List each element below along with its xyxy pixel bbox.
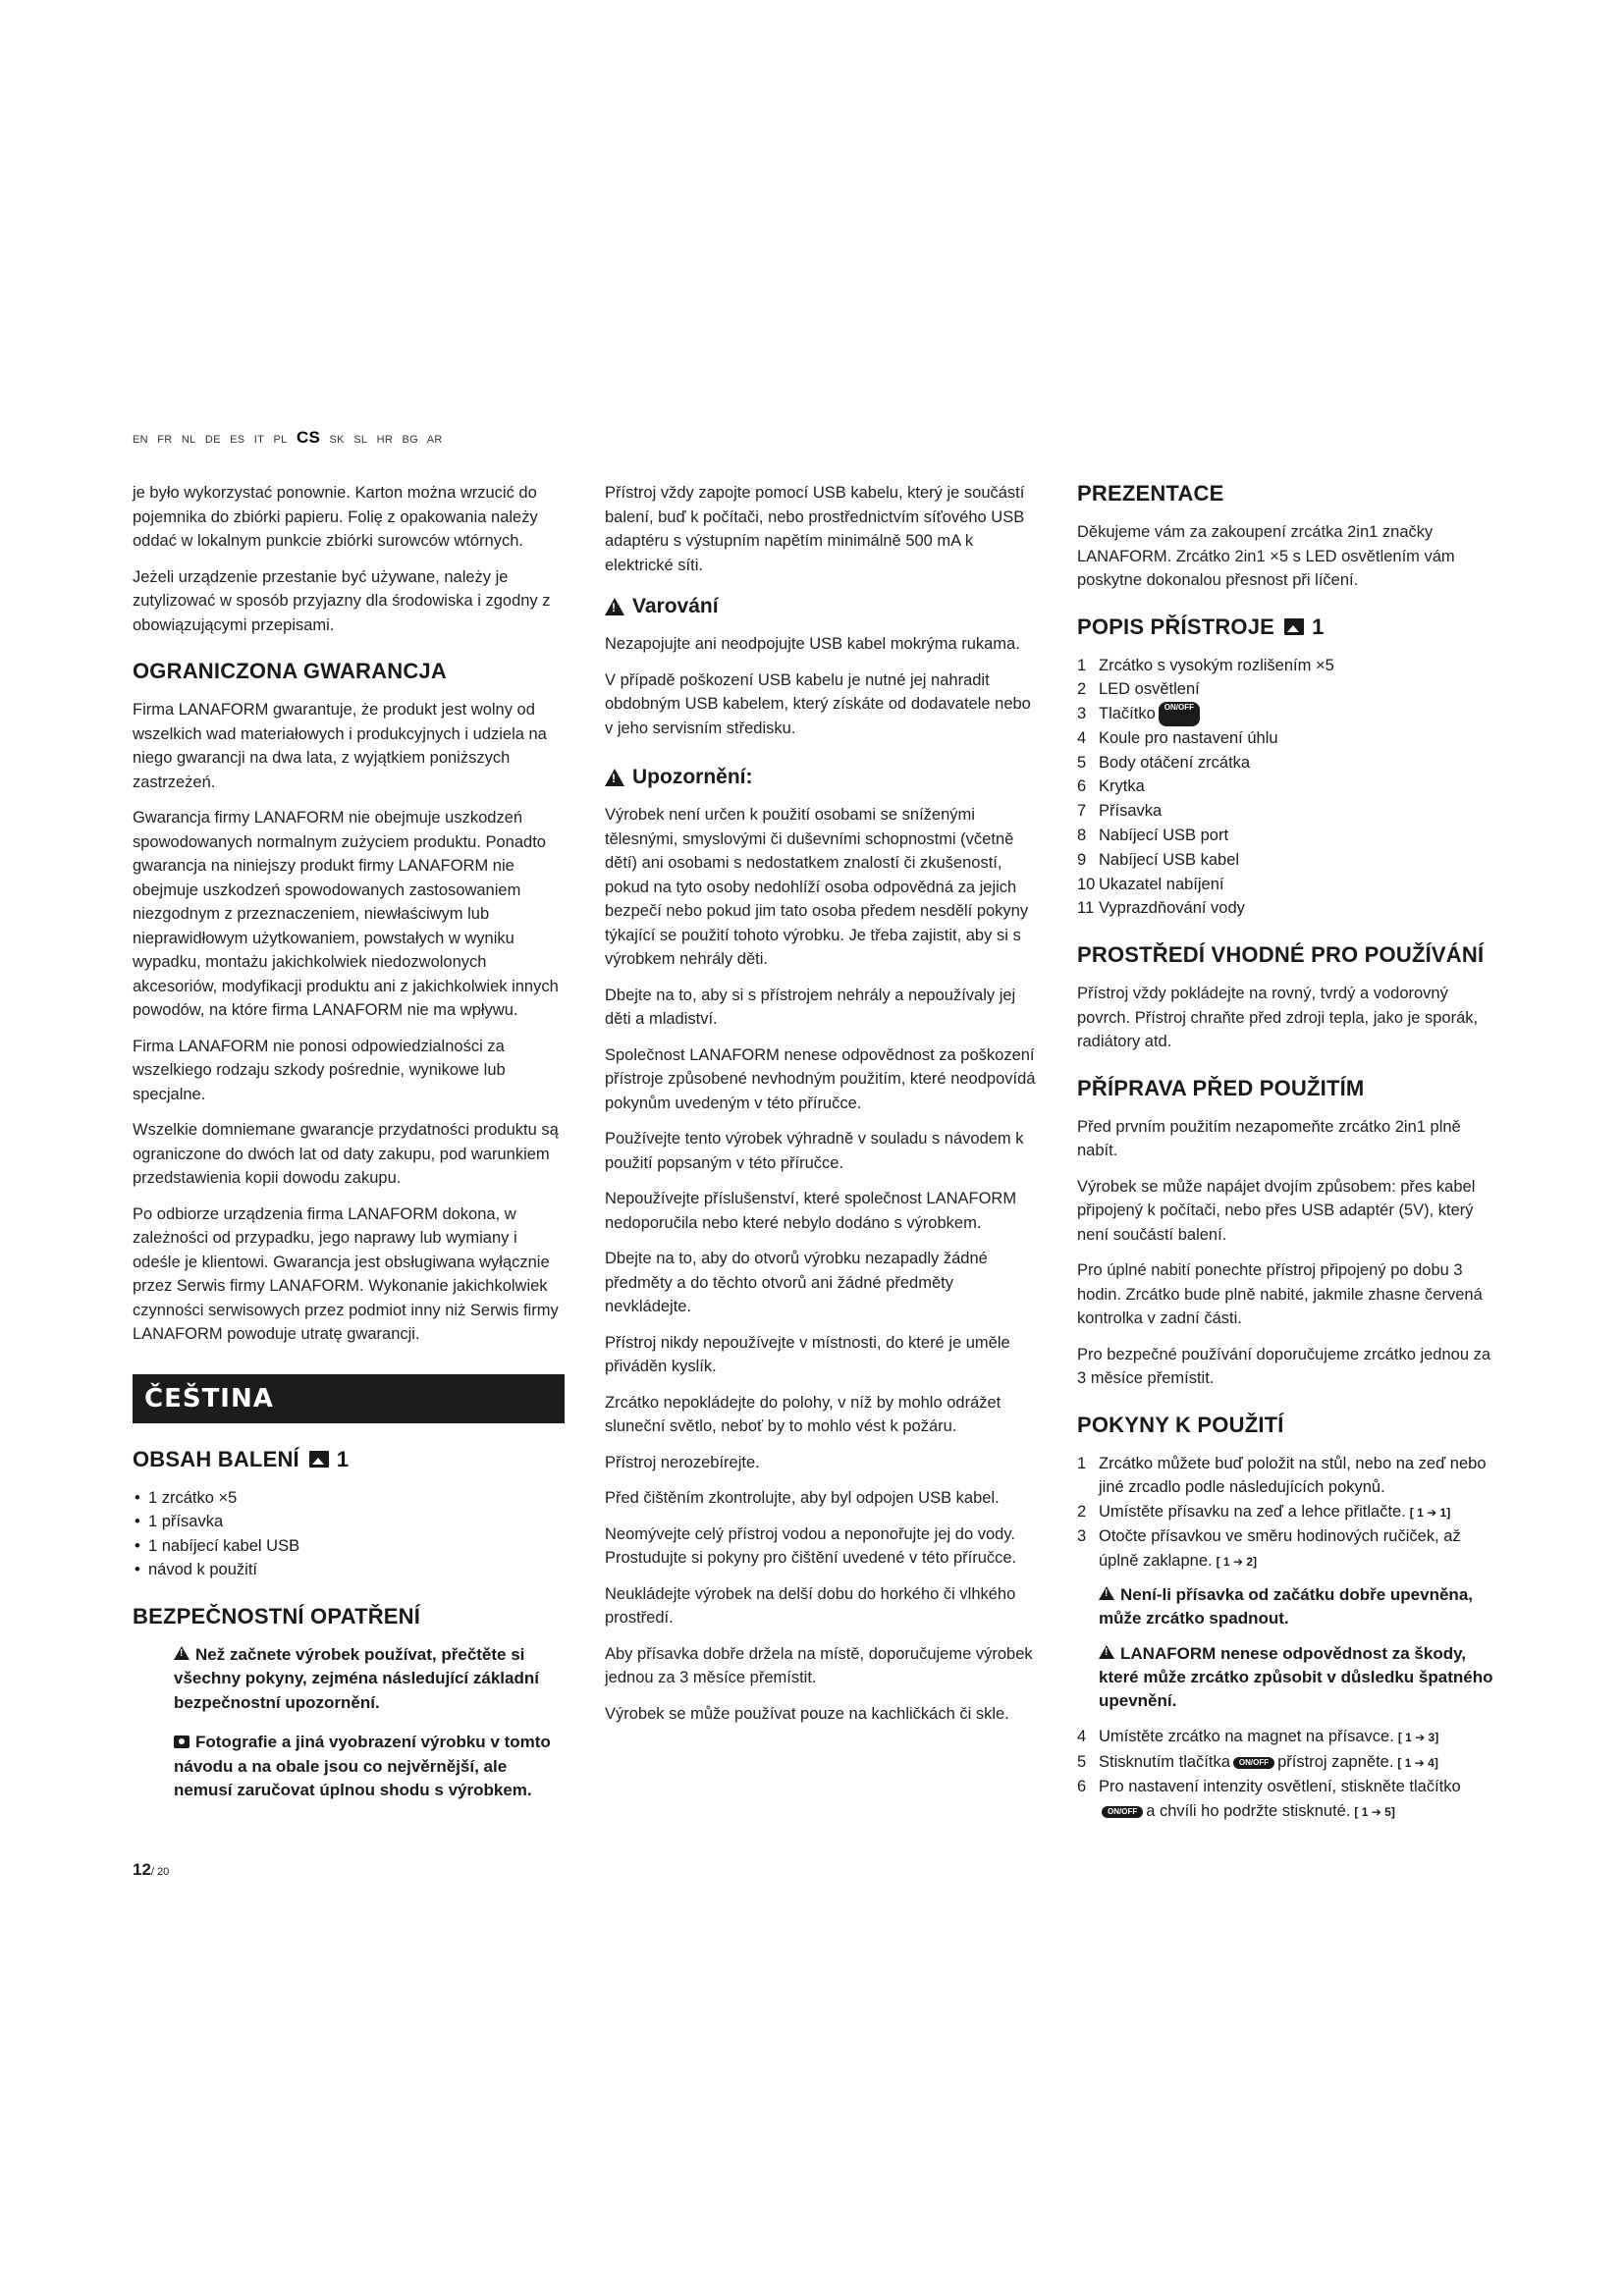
list-item: • 1 přísavka [133,1510,565,1534]
list-item: • návod k použití [133,1558,565,1582]
paragraph: Výrobek se může používat pouze na kachličkách či skle. [605,1704,1009,1723]
heading-preparation: PŘÍPRAVA PŘED POUŽITÍM [1077,1075,1365,1100]
language-banner [133,1374,565,1423]
heading-description-text: POPIS PŘÍSTROJE [1077,614,1275,639]
safety-photo-text: Fotografie a jiná vyobrazení výrobku v tomto návodu a na obale jsou co nejvěrnější, ale nemusí zaručovat úplnou shodu s výrobkem. [174,1733,551,1799]
paragraph: Firma LANAFORM gwarantuje, że produkt jest wolny od wszelkich wad materiałowych i produkcyjnych i udziela na niego gwarancji na dwa lata, z wyjątkiem poniższych zastrzeżeń. [133,701,547,791]
paragraph: Firma LANAFORM nie ponosi odpowiedzialności za wszelkiego rodzaju szkody pośrednie, wynikowe lub specjalne. [133,1037,506,1103]
warning-icon [1099,1645,1114,1659]
lang-fr: FR [157,434,173,446]
lang-ar: AR [426,434,443,446]
paragraph: Přístroj vždy pokládejte na rovný, tvrdý a vodorovný povrch. Přístroj chraňte před zdroji tepla, jako je sporák, radiátory atd. [1077,985,1479,1051]
lang-cs-active: CS [296,428,321,447]
list-item: 5 Body otáčení zrcátka [1077,753,1251,772]
paragraph: Společnost LANAFORM nenese odpovědnost za poškození přístroje způsobené nevhodným použitím, které neodpovídá pokynům uvedeným v této příručce. [605,1045,1036,1112]
paragraph: Výrobek se může napájet dvojím způsobem: přes kabel připojený k počítači, nebo přes USB adaptér (5V), který není součástí balení. [1077,1177,1476,1244]
figure-ref: [ 1 ➔ 4] [1397,1755,1438,1770]
list-item: 9 Nabíjecí USB kabel [1077,850,1240,869]
heading-caution-text: Upozornění: [632,766,753,788]
lang-pl: PL [273,434,288,446]
list-item: • 1 nabíjecí kabel USB [133,1534,565,1559]
safety-warning-text: Než začnete výrobek používat, přečtěte si všechny pokyny, zejména následující základní bezpečnostní upozornění. [174,1644,539,1712]
paragraph: je było wykorzystać ponownie. Karton można wrzucić do pojemnika do zbiórki papieru. Folię z opakowania należy oddać w lokalnym punkcie zbiórki surowców wtórnych. [133,484,538,550]
paragraph: Přístroj nikdy nepoužívejte v místnosti, do které je uměle přiváděn kyslík. [605,1333,1010,1375]
figure-icon [309,1451,329,1468]
lang-en: EN [133,434,148,446]
paragraph: Jeżeli urządzenie przestanie być używane, należy je zutylizować w sposób przyjazny dla środowiska i zgodny z obowiązującymi przepisami. [133,567,551,634]
usage-steps-continued [1077,1725,1499,1824]
onoff-badge: ON/OFF [1159,702,1200,726]
lang-hr: HR [376,434,394,446]
camera-icon [174,1735,189,1748]
heading-environment: PROSTŘEDÍ VHODNÉ PRO POUŽÍVÁNÍ [1077,942,1485,968]
figure-ref: [ 1 ➔ 5] [1354,1804,1395,1819]
list-item: 7 Přísavka [1077,802,1163,821]
warning-icon [605,769,624,786]
figure-ref: [ 1 ➔ 1] [1409,1505,1451,1520]
mount-warning: !Není-li přísavka od začátku dobře upevněna, může zrcátko spadnout. [1099,1583,1499,1630]
parts-list [1077,654,1499,922]
list-item: 8 Nabíjecí USB port [1077,827,1229,845]
figure-ref: [ 1 ➔ 3] [1397,1731,1439,1745]
column-3 [1077,481,1499,1824]
paragraph: Nepoužívejte příslušenství, které společnost LANAFORM nedoporučila nebo které nebylo dodáno s výrobkem. [605,1190,1017,1232]
page-total: / 20 [150,1866,170,1878]
paragraph: Před čištěním zkontrolujte, aby byl odpojen USB kabel. [605,1489,1000,1507]
paragraph: Po odbiorze urządzenia firma LANAFORM dokona, w zależności od przypadku, jego naprawy lub wymiany i odeśle je klientowi. Gwarancja jest obsługiwana wyłącznie przez Serwis firmy LANAFORM. Wykonanie jakichkolwiek czynności serwisowych przez podmiot inny niż Serwis firmy LANAFORM powoduje utratę gwarancji. [133,1204,559,1343]
paragraph: Dbejte na to, aby do otvorů výrobku nezapadly žádné předměty a do těchto otvorů ani žádné předměty nevkládejte. [605,1250,988,1315]
list-item: • 1 zrcátko ×5 [133,1486,565,1511]
lang-de: DE [204,434,221,446]
list-item: 3 Tlačítko ON/OFF [1077,702,1499,726]
heading-warning [605,595,1037,618]
paragraph: Pro úplné nabití ponechte přístroj připojený po dobu 3 hodin. Zrcátko bude plně nabité, jakmile zhasne červená kontrolka v zadní části. [1077,1261,1483,1328]
lang-nl: NL [181,434,196,446]
list-item: 3 Otočte přísavkou ve směru hodinových ručiček, až úplně zaklapne. [ 1 ➔ 2] [1077,1527,1461,1570]
page-current: 12 [133,1860,151,1879]
column-2 [605,481,1037,1737]
paragraph: Neomývejte celý přístroj vodou a neponořujte jej do vody. Prostudujte si pokyny pro čištění uvedené v této příručce. [605,1524,1017,1567]
figure-ref: [ 1 ➔ 2] [1216,1554,1257,1569]
list-item: 6 Krytka [1077,777,1145,796]
lang-sk: SK [329,434,345,446]
language-bar [133,428,449,448]
list-item: 4 Umístěte zrcátko na magnet na přísavce. [ 1 ➔ 3] [1077,1728,1439,1746]
figure-icon [1284,618,1304,635]
heading-caution [605,766,1037,789]
list-item: 5 Stisknutím tlačítka ON/OFF přístroj zapněte. [ 1 ➔ 4] [1077,1752,1438,1771]
liability-warning: !LANAFORM nenese odpovědnost za škody, které může zrcátko způsobit v důsledku špatného upevnění. [1099,1642,1499,1713]
heading-usage: POKYNY K POUŽITÍ [1077,1412,1284,1437]
warning-icon [605,598,624,615]
heading-warning-text: Varování [632,595,719,617]
figure-ref: 1 [1312,614,1325,639]
column-1 [133,481,565,1819]
paragraph: Používejte tento výrobek výhradně v souladu s návodem k použití popsaným v této příručce. [605,1130,1024,1172]
list-item: 1 Zrcátko můžete buď položit na stůl, nebo na zeď nebo jiné zrcadlo podle následujících pokynů. [1077,1454,1487,1497]
list-item: 10 Ukazatel nabíjení [1077,875,1224,893]
warning-icon [1099,1586,1114,1600]
paragraph: Neukládejte výrobek na delší dobu do horkého či vlhkého prostředí. [605,1584,1016,1627]
heading-contents [133,1447,565,1472]
heading-contents-text: OBSAH BALENÍ [133,1446,299,1471]
heading-intro: PREZENTACE [1077,481,1224,506]
lang-it: IT [253,434,265,446]
list-item: 1 Zrcátko s vysokým rozlišením ×5 [1077,656,1334,674]
heading-safety: BEZPEČNOSTNÍ OPATŘENÍ [133,1603,421,1629]
heading-warranty: OGRANICZONA GWARANCJA [133,659,447,683]
list-item: 2 Umístěte přísavku na zeď a lehce přitlačte. [ 1 ➔ 1] [1077,1502,1451,1521]
lang-bg: BG [402,434,418,446]
paragraph: Přístroj vždy zapojte pomocí USB kabelu, který je součástí balení, buď k počítači, nebo prostřednictvím síťového USB adaptéru s výstupním napětím minimálně 500 mA k elektrické síti. [605,484,1025,574]
warning-icon [174,1646,189,1660]
banner-title: ČEŠTINA [144,1383,274,1414]
paragraph: Gwarancja firmy LANAFORM nie obejmuje uszkodzeń spowodowanych normalnym zużyciem produktu. Ponadto gwarancja na niniejszy produkt firmy LANAFORM nie obejmuje uszkodzeń spowodowanych zastosowaniem niezgodnym z przeznaczeniem, niewłaściwym lub nieprawidłowym użytkowaniem, powstałych w wyniku wypadku, montażu jakichkolwiek niedozwolonych akcesoriów, modyfikacji produktu ani z jakichkolwiek innych powodów, na które firma LANAFORM nie ma wpływu. [133,809,559,1019]
paragraph: Pro bezpečné používání doporučujeme zrcátko jednou za 3 měsíce přemístit. [1077,1345,1491,1388]
list-item: 4 Koule pro nastavení úhlu [1077,728,1278,747]
paragraph: Přístroj nerozebírejte. [605,1453,760,1471]
page-number [133,1860,169,1880]
list-item: 11 Vyprazdňování vody [1077,899,1245,918]
paragraph: Nezapojujte ani neodpojujte USB kabel mokrýma rukama. [605,635,1020,653]
onoff-badge: ON/OFF [1102,1806,1143,1818]
paragraph: Dbejte na to, aby si s přístrojem nehrály a nepoužívaly jej děti a mladiství. [605,986,1016,1028]
lang-es: ES [230,434,245,446]
paragraph: Zrcátko nepokládejte do polohy, v níž by mohlo odrážet sluneční světlo, neboť by to mohlo vést k požáru. [605,1393,1001,1435]
paragraph: Výrobek není určen k použití osobami se sníženými tělesnými, smyslovými či duševními schopnostmi (včetně dětí) ani osobami s nedostatkem znalostí či zkušeností, pokud na tyto osoby nedohlíží osoba odpovědná za jejich bezpečí nebo pokud jim tato osoba předem nesdělí pokyny týkající se použití tohoto výrobku. Je třeba zajistit, aby si s výrobkem nehrály děti. [605,806,1029,968]
list-item: 6 Pro nastavení intenzity osvětlení, stiskněte tlačítkoON/OFF a chvíli ho podržte stisknuté. [ 1 ➔ 5] [1077,1778,1461,1820]
contents-list [133,1486,565,1582]
list-item: 2 LED osvětlení [1077,680,1200,699]
safety-warning [174,1643,565,1716]
usage-steps [1077,1452,1499,1575]
paragraph: Děkujeme vám za zakoupení zrcátka 2in1 značky LANAFORM. Zrcátko 2in1 ×5 s LED osvětlením vám poskytne dokonalou přesnost při líčení. [1077,523,1455,589]
safety-photo-note [174,1731,565,1803]
paragraph: Před prvním použitím nezapomeňte zrcátko 2in1 plně nabít. [1077,1117,1461,1160]
paragraph: V případě poškození USB kabelu je nutné jej nahradit obdobným USB kabelem, který získáte od dodavatele nebo v jeho servisním středisku. [605,670,1031,737]
heading-description [1077,614,1499,640]
paragraph: Aby přísavka dobře držela na místě, doporučujeme výrobek jednou za 3 měsíce přemístit. [605,1644,1033,1686]
lang-sl: SL [353,434,368,446]
figure-ref: 1 [336,1446,350,1471]
paragraph: Wszelkie domniemane gwarancje przydatności produktu są ograniczone do dwóch lat od daty zakupu, pod warunkiem przedstawienia kopii dowodu zakupu. [133,1121,559,1187]
onoff-badge: ON/OFF [1233,1757,1274,1769]
